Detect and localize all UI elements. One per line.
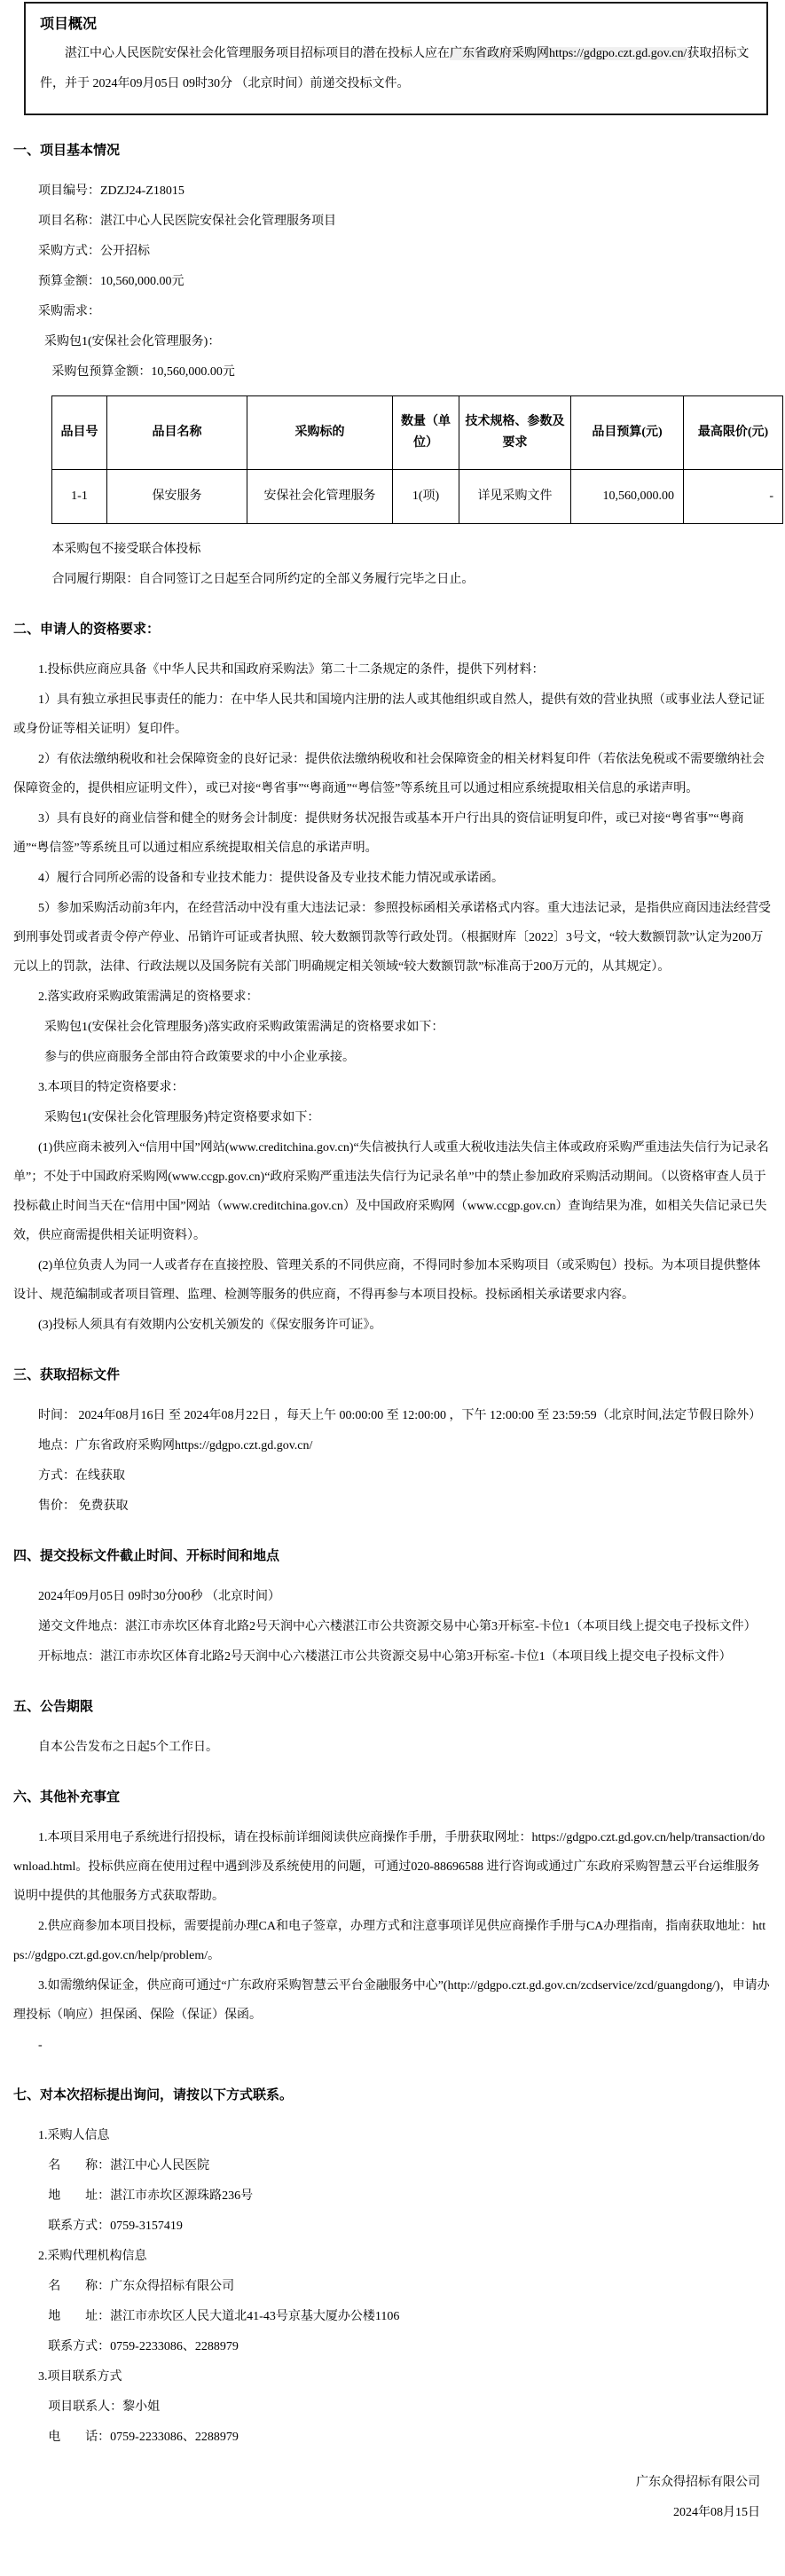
table-header-cell: 技术规格、参数及要求 [459,396,571,470]
paragraph: 采购需求： [38,305,100,318]
overview-paragraph [40,39,752,99]
table-cell: 详见采购文件 [459,470,571,524]
paragraph: 方式：在线获取 [38,1469,125,1483]
section-heading: 一、项目基本情况 [13,144,121,158]
paragraph: 1.投标供应商应具备《中华人民共和国政府采购法》第二十二条规定的条件，提供下列材料： [38,663,545,677]
paragraph: 项目名称：湛江中心人民医院安保社会化管理服务项目 [38,215,336,228]
paragraph: 开标地点：湛江市赤坎区体育北路2号天润中心六楼湛江市公共资源交易中心第3开标室-卡位1（本项目线上提交电子投标文件） [38,1650,732,1664]
paragraph: 地 址：湛江市赤坎区源珠路236号 [48,2189,254,2203]
paragraph: 电 话：0759-2233086、2288979 [48,2431,239,2444]
paragraph: 采购包1(安保社会化管理服务)特定资格要求如下： [44,1111,320,1124]
table-cell: 10,560,000.00 [571,470,684,524]
paragraph: - [38,2039,43,2052]
table-header-cell: 品目名称 [107,396,247,470]
paragraph: 地 址：湛江市赤坎区人民大道北41-43号京基大厦办公楼1106 [48,2310,400,2323]
paragraph: 自本公告发布之日起5个工作日。 [38,1741,218,1754]
paragraph: 2.落实政府采购政策需满足的资格要求： [38,990,259,1004]
section-heading: 五、公告期限 [13,1700,94,1714]
paragraph: 售价： 免费获取 [38,1499,129,1513]
paragraph: 参与的供应商服务全部由符合政策要求的中小企业承接。 [44,1051,355,1064]
paragraph: 联系方式：0759-2233086、2288979 [48,2340,239,2353]
paragraph: 5）参加采购活动前3年内，在经营活动中没有重大违法记录：参照投标函相关承诺格式内容。重大违法记录，是指供应商因违法经营受到刑事处罚或者责令停产停业、吊销许可证或者执照、较大数额罚款等行政处罚。（根据财库〔2022〕3号文，“较大数额罚款”认定为200万元以上的罚款，法律、行政法规以及国务院有关部门明确规定相关领域“较大数额罚款”标准高于200万元的，从其规定）。 [13,902,771,974]
table-row [52,470,783,524]
paragraph: 名 称：广东众得招标有限公司 [48,2280,235,2293]
overview-title: 项目概况 [40,17,98,32]
paragraph: 合同履行期限：自合同签订之日起至合同所约定的全部义务履行完毕之日止。 [51,573,475,586]
paragraph: 2.采购代理机构信息 [38,2250,147,2263]
paragraph: 预算金额：10,560,000.00元 [38,275,184,288]
paragraph: 2024年09月05日 09时30分00秒 （北京时间） [38,1590,280,1603]
footer-date: 2024年08月15日 [673,2506,760,2519]
paragraph: 3.如需缴纳保证金，供应商可通过“广东政府采购智慧云平台金融服务中心”(http://gdgpo.czt.gd.gov.cn/zcdservice/zcd/guangdong/)，申请办理投标（响应）担保函、保险（保证）保函。 [13,1979,770,2022]
table-header-cell: 数量（单位） [393,396,459,470]
procurement-items-table [51,395,783,524]
table-cell: 1-1 [52,470,107,524]
paragraph: 3.本项目的特定资格要求： [38,1081,184,1094]
document-body [13,142,771,2527]
paragraph: 递交文件地点：湛江市赤坎区体育北路2号天润中心六楼湛江市公共资源交易中心第3开标室-卡位1（本项目线上提交电子投标文件） [38,1620,757,1633]
paragraph: 采购包预算金额：10,560,000.00元 [51,365,235,379]
table-header-cell: 采购标的 [247,396,393,470]
paragraph: 2.供应商参加本项目投标，需要提前办理CA和电子签章，办理方式和注意事项详见供应商操作手册与CA办理指南，指南获取地址：https://gdgpo.czt.gd.gov.cn/help/problem/。 [13,1920,766,1962]
section-heading: 六、其他补充事宜 [13,1790,121,1805]
footer-agency-name: 广东众得招标有限公司 [636,2476,760,2489]
paragraph: 项目编号：ZDZJ24-Z18015 [38,184,184,198]
paragraph: 项目联系人：黎小姐 [48,2400,161,2414]
section-heading: 七、对本次招标提出询问，请按以下方式联系。 [13,2088,294,2102]
table-cell: 安保社会化管理服务 [247,470,393,524]
paragraph: 采购包1(安保社会化管理服务)： [44,335,221,348]
paragraph: 联系方式：0759-3157419 [48,2220,183,2233]
paragraph: (1)供应商未被列入“信用中国”网站(www.creditchina.gov.cn)“失信被执行人或重大税收违法失信主体或政府采购严重违法失信行为记录名单”；不处于中国政府采购网(www.ccgp.gov.cn)“政府采购严重违法失信行为记录名单”中的禁止参加政府采购活动期间。（以资格审查人员于投标截止时间当天在“信用中国”网站（www.creditchina.gov.cn）及中国政府采购网（www.ccgp.gov.cn）查询结果为准，如相关失信记录已失效，供应商需提供相关证明资料）。 [13,1141,769,1242]
paragraph: 3.项目联系方式 [38,2370,122,2384]
table-header-cell: 最高限价(元) [684,396,783,470]
paragraph: 1.采购人信息 [38,2129,110,2142]
paragraph: 名 称：湛江中心人民医院 [48,2159,210,2173]
paragraph: (3)投标人须具有有效期内公安机关颁发的《保安服务许可证》。 [38,1319,382,1332]
paragraph: 4）履行合同所必需的设备和专业技术能力：提供设备及专业技术能力情况或承诺函。 [38,872,504,885]
table-header-cell: 品目预算(元) [571,396,684,470]
paragraph: 1）具有独立承担民事责任的能力：在中华人民共和国境内注册的法人或其他组织或自然人，提供有效的营业执照（或事业法人登记证或身份证等相关证明）复印件。 [13,693,765,736]
table-header-cell: 品目号 [52,396,107,470]
paragraph: 3）具有良好的商业信誉和健全的财务会计制度：提供财务状况报告或基本开户行出具的资信证明复印件，或已对接“粤省事”“粤商通”“粤信签”等系统且可以通过相应系统提取相关信息的承诺声明。 [13,812,744,855]
paragraph: (2)单位负责人为同一人或者存在直接控股、管理关系的不同供应商，不得同时参加本采购项目（或采购包）投标。为本项目提供整体设计、规范编制或者项目管理、监理、检测等服务的供应商，不得再参与本项目投标。投标函相关承诺要求内容。 [13,1259,761,1302]
overview-text-prefix: 湛江中心人民医院安保社会化管理服务项目招标项目的潜在投标人应在 [65,47,450,60]
section-heading: 三、获取招标文件 [13,1368,121,1382]
table-cell: - [684,470,783,524]
paragraph: 地点：广东省政府采购网https://gdgpo.czt.gd.gov.cn/ [38,1439,313,1452]
section-heading: 四、提交投标文件截止时间、开标时间和地点 [13,1549,280,1563]
paragraph: 采购方式：公开招标 [38,245,150,258]
paragraph: 采购包1(安保社会化管理服务)落实政府采购政策需满足的资格要求如下： [44,1021,444,1034]
table-cell: 1(项) [393,470,459,524]
project-overview-box [24,2,768,115]
section-heading: 二、申请人的资格要求： [13,622,161,637]
table-cell: 保安服务 [107,470,247,524]
paragraph: 2）有依法缴纳税收和社会保障资金的良好记录：提供依法缴纳税收和社会保障资金的相关材料复印件（若依法免税或不需要缴纳社会保障资金的，提供相应证明文件），或已对接“粤省事”“粤商通”“粤信签”等系统且可以通过相应系统提取相关信息的承诺声明。 [13,753,765,795]
paragraph: 本采购包不接受联合体投标 [51,543,201,556]
procurement-url-highlight: 广东省政府采购网https://gdgpo.czt.gd.gov.cn/ [450,47,687,60]
paragraph: 时间： 2024年08月16日 至 2024年08月22日 ，每天上午 00:00:00 至 12:00:00 ，下午 12:00:00 至 23:59:59（北京时间,法定节假日除外） [38,1409,762,1422]
table-header-row [52,396,783,470]
overview-text-suffix: 获取招标文件，并于 2024年09月05日 09时30分 （北京时间）前递交投标文件。 [40,47,750,90]
paragraph: 1.本项目采用电子系统进行招投标，请在投标前详细阅读供应商操作手册，手册获取网址：https://gdgpo.czt.gd.gov.cn/help/transaction/download.html。投标供应商在使用过程中遇到涉及系统使用的问题，可通过020-88696588 进行咨询或通过广东政府采购智慧云平台运维服务说明中提供的其他服务方式获取帮助。 [13,1831,765,1903]
